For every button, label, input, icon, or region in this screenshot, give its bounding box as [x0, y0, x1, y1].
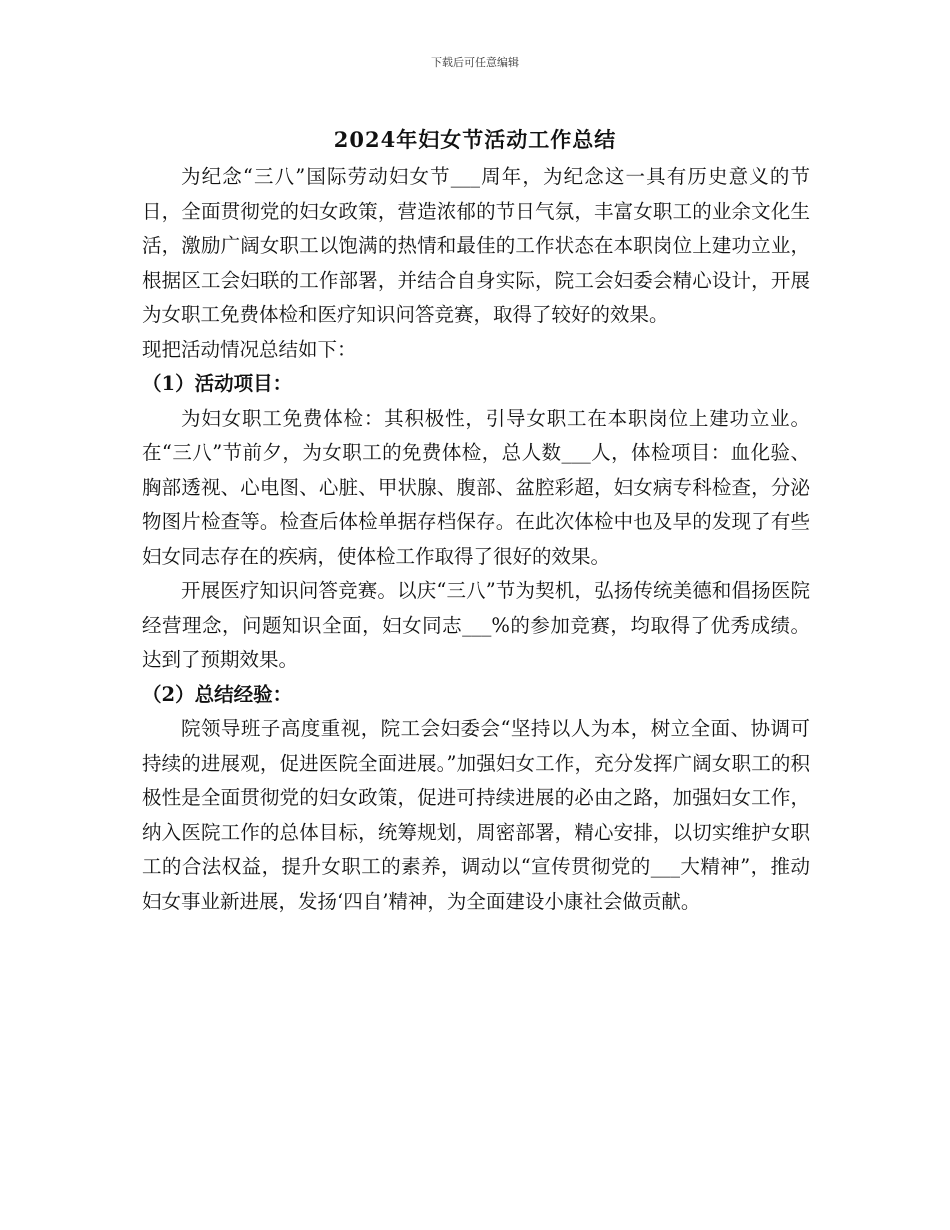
paragraph-summary-lead: 现把活动情况总结如下： — [142, 337, 357, 361]
paragraph-intro: 为纪念“三八”国际劳动妇女节___周年，为纪念这一具有历史意义的节日，全面贯彻党的妇女政策，营造浓郁的节日气氛，丰富女职工的业余文化生活，激励广阔女职工以饱满的热情和最佳的工作状态在本职岗位上建功立业，根据区工会妇联的工作部署，并结合自身实际，院工会妇委会精心设计，开展为女职工免费体检和医疗知识问答竞赛，取得了较好的效果。 — [142, 165, 810, 326]
document-body — [142, 160, 810, 919]
paragraph-quiz: 开展医疗知识问答竞赛。以庆“三八”节为契机，弘扬传统美德和倡扬医院经营理念，问题知识全面，妇女同志___%的参加竞赛，均取得了优秀成绩。达到了预期效果。 — [142, 579, 810, 671]
header-note: 下载后可任意编辑 — [431, 56, 519, 69]
document-title: 2024年妇女节活动工作总结 — [333, 127, 617, 152]
section-heading-experience: （2）总结经验： — [142, 682, 293, 706]
section-heading-activities: （1）活动项目： — [142, 372, 293, 395]
paragraph-experience: 院领导班子高度重视，院工会妇委会“坚持以人为本，树立全面、协调可持续的进展观，促进医院全面进展。”加强妇女工作，充分发挥广阔女职工的积极性是全面贯彻党的妇女政策，促进可持续进展的必由之路，加强妇女工作，纳入医院工作的总体目标，统筹规划，周密部署，精心安排，以切实维护女职工的合法权益，提升女职工的素养，调动以“宣传贯彻党的___大精神”，推动妇女事业新进展，发扬‘四自’精神，为全面建设小康社会做贡献。 — [142, 717, 810, 913]
paragraph-health-check: 为妇女职工免费体检：其积极性，引导女职工在本职岗位上建功立业。在“三八”节前夕，为女职工的免费体检，总人数___人，体检项目：血化验、胸部透视、心电图、心脏、甲状腺、腹部、盆腔彩超，妇女病专科检查，分泌物图片检查等。检查后体检单据存档保存。在此次体检中也及早的发现了有些妇女同志存在的疾病，使体检工作取得了很好的效果。 — [142, 406, 810, 568]
